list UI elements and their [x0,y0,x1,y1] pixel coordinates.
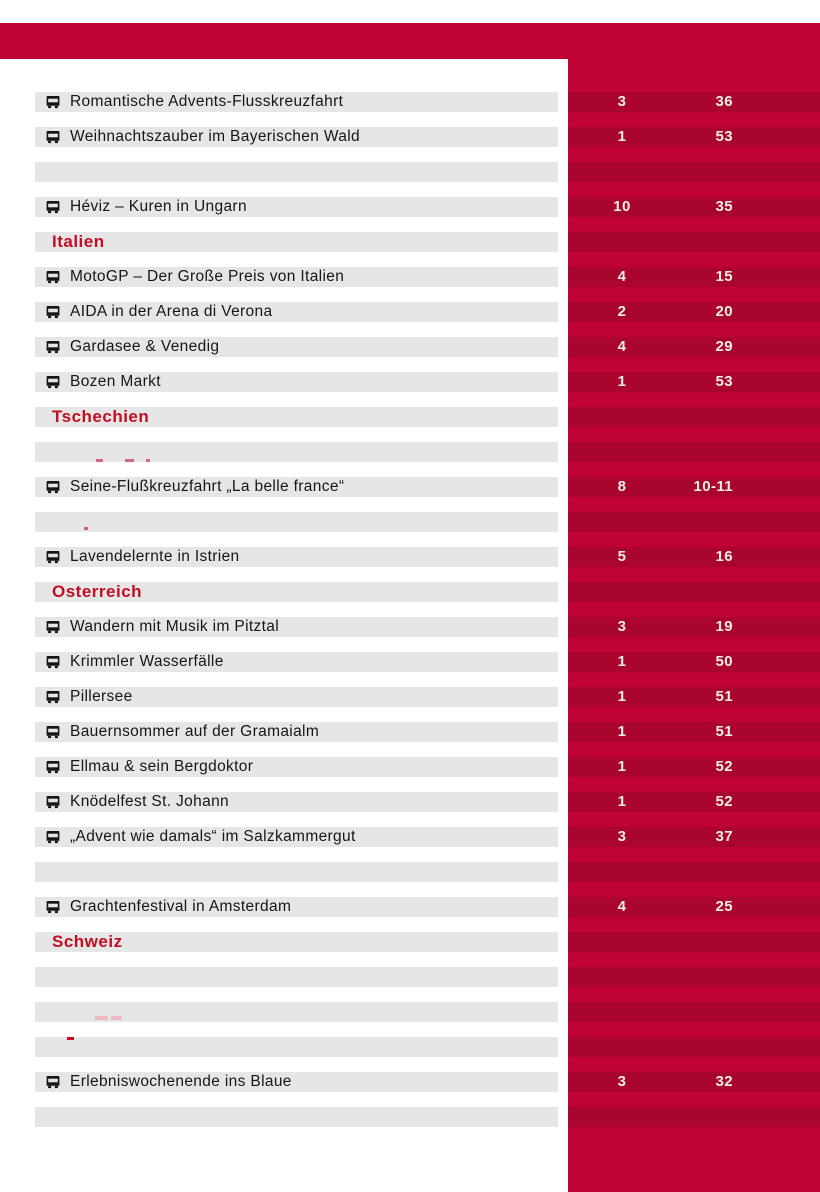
bus-icon [46,620,60,634]
toc-entry-label: Erlebniswochenende ins Blaue [70,1073,292,1090]
text-remnant-artifact [125,459,134,462]
text-remnant-artifact [111,1016,122,1020]
toc-entry-label: Ellmau & sein Bergdoktor [70,758,254,775]
row-red-band [568,442,820,462]
row-stripe [35,512,558,532]
days-value: 10 [613,198,631,215]
toc-entry-row [0,897,820,917]
bus-icon [46,340,60,354]
bus-icon [46,480,60,494]
page-number: 53 [715,128,733,145]
bus-icon [46,130,60,144]
row-red-band [568,1037,820,1057]
bus-icon [46,655,60,669]
page-number: 52 [715,758,733,775]
toc-entry-row [0,722,820,742]
bus-icon [46,270,60,284]
toc-entry-row [0,337,820,357]
row-red-band [568,582,820,602]
page-number: 51 [715,723,733,740]
toc-entry-row [0,547,820,567]
top-red-bar [0,23,820,59]
section-heading-row [0,932,820,952]
section-heading-row [0,232,820,252]
toc-entry-label: Knödelfest St. Johann [70,793,230,810]
toc-entry-row [0,302,820,322]
toc-entry-row [0,652,820,672]
toc-entry-label: Bauernsommer auf der Gramaialm [70,723,320,740]
row-stripe [35,862,558,882]
text-remnant-artifact [84,527,88,530]
days-value: 3 [617,828,627,845]
bus-icon [46,305,60,319]
page-number: 52 [715,793,733,810]
toc-entry-row [0,617,820,637]
toc-entry-label: Romantische Advents-Flusskreuzfahrt [70,93,344,110]
text-remnant-artifact [146,459,150,462]
country-section-heading: Italien [52,232,105,251]
days-value: 1 [617,688,627,705]
row-stripe [35,442,558,462]
section-heading-row [0,582,820,602]
days-value: 5 [617,548,627,565]
toc-entry-row [0,372,820,392]
empty-stripe-row [0,1107,820,1127]
toc-entry-row [0,127,820,147]
days-value: 1 [617,373,627,390]
days-value: 1 [617,723,627,740]
days-value: 8 [617,478,627,495]
page-number: 53 [715,373,733,390]
toc-entry-label: Pillersee [70,688,133,705]
toc-entry-row [0,477,820,497]
page-number: 51 [715,688,733,705]
days-value: 4 [617,268,627,285]
days-value: 1 [617,793,627,810]
days-value: 3 [617,93,627,110]
empty-stripe-row [0,1037,820,1057]
bus-icon [46,375,60,389]
text-remnant-artifact [96,459,103,462]
toc-entry-label: AIDA in der Arena di Verona [70,303,273,320]
row-red-band [568,862,820,882]
days-value: 3 [617,1073,627,1090]
row-red-band [568,967,820,987]
bus-icon [46,795,60,809]
page-number: 10-11 [693,478,733,495]
toc-entry-row [0,92,820,112]
row-red-band [568,512,820,532]
empty-stripe-row [0,512,820,532]
bus-icon [46,690,60,704]
country-section-heading: Osterreich [52,582,143,601]
days-value: 1 [617,128,627,145]
toc-entry-label: Weihnachtszauber im Bayerischen Wald [70,128,361,145]
country-section-heading: Tschechien [52,407,150,426]
days-value: 2 [617,303,627,320]
toc-entry-label: Seine-Flußkreuzfahrt „La belle france“ [70,478,345,495]
toc-entry-row [0,687,820,707]
page-number: 50 [715,653,733,670]
page-number: 37 [715,828,733,845]
row-red-band [568,932,820,952]
page-number: 15 [715,268,733,285]
bus-icon [46,900,60,914]
toc-entry-label: Bozen Markt [70,373,161,390]
days-value: 4 [617,898,627,915]
days-value: 1 [617,653,627,670]
bus-icon [46,1075,60,1089]
text-remnant-artifact [67,1037,74,1040]
empty-stripe-row [0,162,820,182]
empty-stripe-row [0,1002,820,1022]
page-number: 32 [715,1073,733,1090]
toc-entry-label: Grachtenfestival in Amsterdam [70,898,292,915]
empty-stripe-row [0,967,820,987]
bus-icon [46,830,60,844]
row-red-band [568,407,820,427]
row-stripe [35,232,558,252]
page-number: 36 [715,93,733,110]
empty-stripe-row [0,862,820,882]
bus-icon [46,200,60,214]
row-stripe [35,1107,558,1127]
page-number: 20 [715,303,733,320]
row-stripe [35,162,558,182]
empty-stripe-row [0,442,820,462]
toc-entry-row [0,1072,820,1092]
toc-entry-label: Wandern mit Musik im Pitztal [70,618,280,635]
toc-entry-label: Héviz – Kuren in Ungarn [70,198,247,215]
toc-entry-row [0,267,820,287]
toc-entry-row [0,757,820,777]
days-value: 1 [617,758,627,775]
toc-entry-row [0,792,820,812]
row-red-band [568,232,820,252]
bus-icon [46,550,60,564]
toc-entry-label: MotoGP – Der Große Preis von Italien [70,268,345,285]
row-red-band [568,162,820,182]
toc-entry-row [0,197,820,217]
toc-entry-label: Lavendelernte in Istrien [70,548,240,565]
toc-entry-label: Krimmler Wasserfälle [70,653,224,670]
section-heading-row [0,407,820,427]
toc-entry-label: Gardasee & Venedig [70,338,220,355]
country-section-heading: Schweiz [52,932,123,951]
toc-entry-row [0,827,820,847]
bus-icon [46,95,60,109]
row-red-band [568,1107,820,1127]
row-stripe [35,967,558,987]
page-number: 19 [715,618,733,635]
row-red-band [568,1002,820,1022]
days-value: 3 [617,618,627,635]
text-remnant-artifact [95,1016,108,1020]
row-stripe [35,1037,558,1057]
page-number: 25 [715,898,733,915]
bus-icon [46,725,60,739]
page-number: 16 [715,548,733,565]
bus-icon [46,760,60,774]
days-value: 4 [617,338,627,355]
toc-entry-label: „Advent wie damals“ im Salzkammergut [70,828,356,845]
page-number: 35 [715,198,733,215]
page-number: 29 [715,338,733,355]
